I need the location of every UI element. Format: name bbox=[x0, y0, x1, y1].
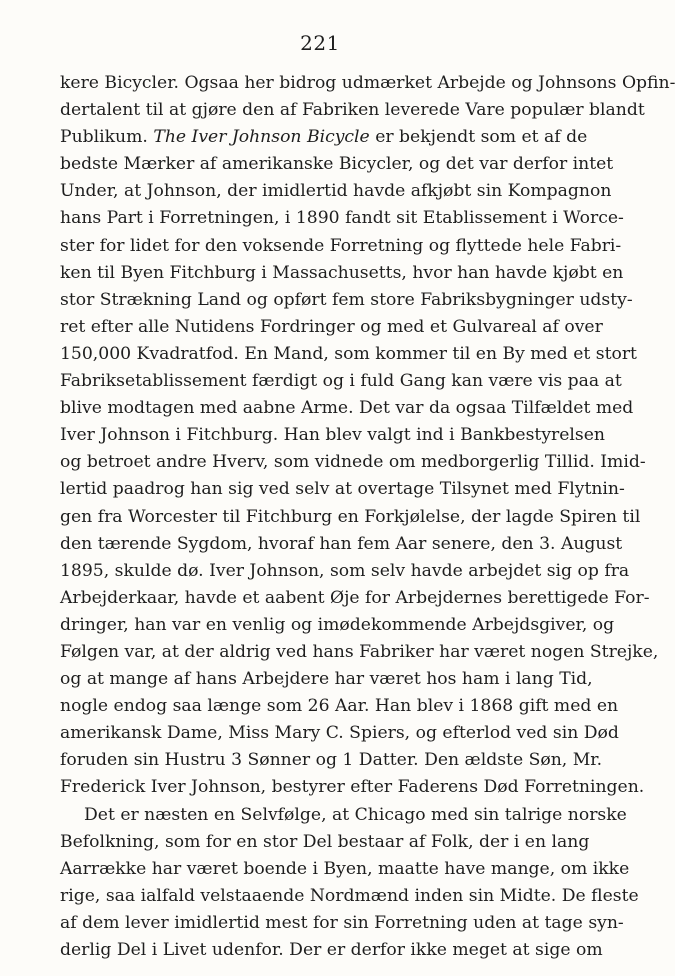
text-line: dringer, han var en venlig og imødekommende Arbejdsgiver, og bbox=[60, 614, 615, 635]
text-line: den tærende Sygdom, hvoraf han fem Aar senere, den 3. August bbox=[60, 533, 623, 554]
text-line: Fabriksetablissement færdigt og i fuld Gang kan være vis paa at bbox=[60, 371, 622, 392]
text-line: Iver Johnson i Fitchburg. Han blev valgt ind i Bankbestyrelsen bbox=[60, 425, 605, 446]
text-line: nogle endog saa længe som 26 Aar. Han blev i 1868 gift med en bbox=[60, 696, 619, 717]
text-line: Aarrække har været boende i Byen, maatte have mange, om ikke bbox=[60, 858, 630, 879]
text-line: ret efter alle Nutidens Fordringer og med et Gulvareal af over bbox=[60, 316, 603, 337]
text-segment: er bekjendt som et af de bbox=[375, 127, 588, 148]
text-line: gen fra Worcester til Fitchburg en Forkjølelse, der lagde Spiren til bbox=[60, 506, 641, 527]
text-line: hans Part i Forretningen, i 1890 fandt sit Etablissement i Worce- bbox=[60, 208, 624, 229]
text-line: Befolkning, som for en stor Del bestaar af Folk, der i en lang bbox=[60, 831, 590, 852]
text-line: amerikansk Dame, Miss Mary C. Spiers, og efterlod ved sin Død bbox=[60, 723, 619, 744]
text-line: og betroet andre Hverv, som vidnede om medborgerlig Tillid. Imid- bbox=[60, 452, 646, 473]
page-number: 221 bbox=[300, 31, 340, 55]
body-text bbox=[60, 70, 675, 964]
text-line: foruden sin Hustru 3 Sønner og 1 Datter. Den ældste Søn, Mr. bbox=[60, 750, 603, 771]
text-line: Frederick Iver Johnson, bestyrer efter Faderens Død Forretningen. bbox=[60, 777, 645, 798]
text-line: ster for lidet for den voksende Forretning og flyttede hele Fabri- bbox=[60, 235, 622, 256]
text-line-paragraph-start: Det er næsten en Selvfølge, at Chicago med sin talrige norske bbox=[84, 804, 627, 825]
text-segment: Publikum. bbox=[60, 127, 148, 148]
text-line: dertalent til at gjøre den af Fabriken leverede Vare populær blandt bbox=[60, 100, 645, 121]
text-line: kere Bicycler. Ogsaa her bidrog udmærket Arbejde og Johnsons Opfin- bbox=[60, 73, 675, 93]
text-line: derlig Del i Livet udenfor. Der er derfor ikke meget at sige om bbox=[60, 940, 603, 960]
text-line: blive modtagen med aabne Arme. Det var da ogsaa Tilfældet med bbox=[60, 398, 634, 419]
text-line: rige, saa ialfald velstaaende Nordmænd inden sin Midte. De fleste bbox=[60, 885, 639, 906]
text-line bbox=[60, 124, 588, 151]
text-line: Under, at Johnson, der imidlertid havde afkjøbt sin Kompagnon bbox=[60, 181, 612, 202]
text-line: lertid paadrog han sig ved selv at overtage Tilsynet med Flytnin- bbox=[60, 479, 625, 500]
text-line: 150,000 Kvadratfod. En Mand, som kommer til en By med et stort bbox=[60, 343, 637, 364]
text-line: og at mange af hans Arbejdere har været hos ham i lang Tid, bbox=[60, 669, 593, 690]
text-line: bedste Mærker af amerikanske Bicycler, og det var derfor intet bbox=[60, 154, 614, 175]
text-line: stor Strækning Land og opført fem store Fabriksbygninger udsty- bbox=[60, 289, 633, 310]
text-line: Følgen var, at der aldrig ved hans Fabriker har været nogen Strejke, bbox=[60, 641, 659, 662]
text-line: 1895, skulde dø. Iver Johnson, som selv havde arbejdet sig op fra bbox=[60, 560, 630, 581]
italic-title: The Iver Johnson Bicycle bbox=[153, 127, 370, 148]
text-line: af dem lever imidlertid mest for sin Forretning uden at tage syn- bbox=[60, 912, 624, 933]
text-line: ken til Byen Fitchburg i Massachusetts, hvor han havde kjøbt en bbox=[60, 262, 624, 283]
text-line: Arbejderkaar, havde et aabent Øje for Arbejdernes berettigede For- bbox=[60, 587, 650, 608]
